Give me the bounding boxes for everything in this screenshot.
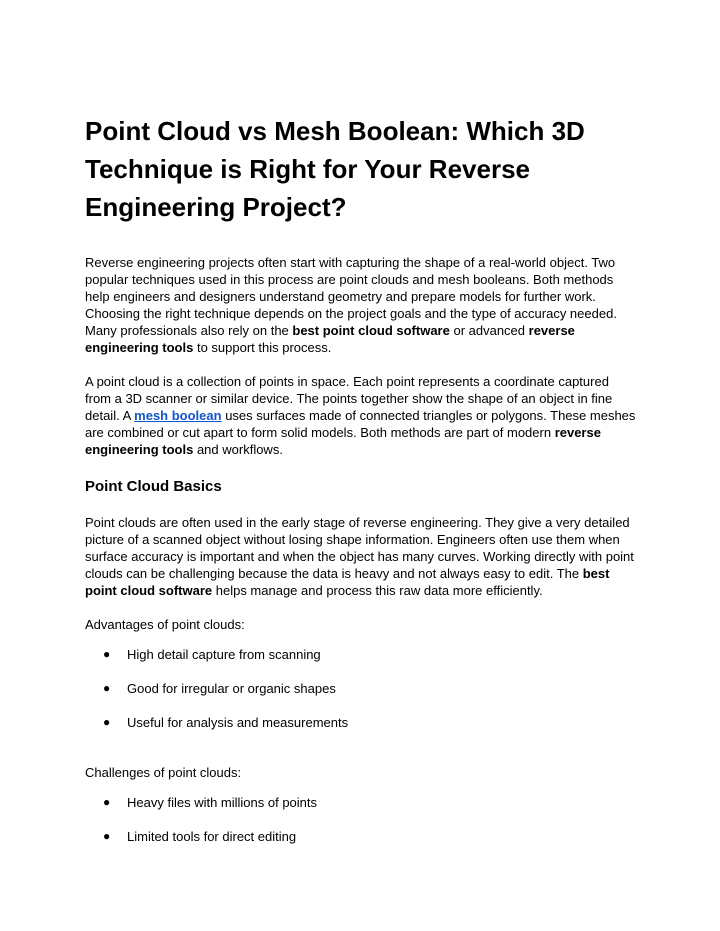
bullet-icon: ● <box>103 681 111 695</box>
advantages-list <box>85 646 637 731</box>
list-item-text: Limited tools for direct editing <box>127 829 297 844</box>
bullet-icon: ● <box>103 829 111 843</box>
intro-bold-2: reverse engineering tools <box>85 323 575 355</box>
intro-text-2: or advanced <box>449 323 529 338</box>
list-item-text: High detail capture from scanning <box>127 647 321 662</box>
definition-text-2: uses surfaces made of connected triangles or polygons. These meshes are combined or cut apart to form solid models. Both methods are part of modern <box>85 408 636 440</box>
point-cloud-paragraph <box>85 514 637 599</box>
intro-text-3: to support this process. <box>193 340 332 355</box>
intro-paragraph <box>85 254 637 356</box>
challenges-label: Challenges of point clouds: <box>85 765 242 780</box>
bullet-icon: ● <box>103 715 111 729</box>
point-cloud-bold-1: best point cloud software <box>85 566 610 598</box>
list-item-text: Useful for analysis and measurements <box>127 715 349 730</box>
point-cloud-text-1: Point clouds are often used in the early stage of reverse engineering. They give a very detailed picture of a scanned object without losing shape information. Engineers often use them when surface accuracy is important and when the object has many curves. Working directly with point clouds can be challenging because the data is heavy and not always easy to edit. The <box>85 515 634 581</box>
list-item <box>85 680 637 697</box>
list-item <box>85 714 637 731</box>
definition-paragraph <box>85 373 637 458</box>
document-page <box>85 112 637 845</box>
challenges-list <box>85 794 637 845</box>
list-item <box>85 828 637 845</box>
list-item-text: Heavy files with millions of points <box>127 795 318 810</box>
list-item <box>85 646 637 663</box>
list-item <box>85 794 637 811</box>
intro-text-1: Reverse engineering projects often start with capturing the shape of a real-world object. Two popular techniques used in this process are point clouds and mesh booleans. Both methods help engineers and designers understand geometry and prepare models for further work. Choosing the right technique depends on the project goals and the type of accuracy needed. Many professionals also rely on the <box>85 255 617 338</box>
list-item-text: Good for irregular or organic shapes <box>127 681 336 696</box>
advantages-label: Advantages of point clouds: <box>85 617 245 632</box>
bullet-icon: ● <box>103 647 111 661</box>
definition-bold-1: reverse engineering tools <box>85 425 601 457</box>
definition-text-3: and workflows. <box>193 442 283 457</box>
point-cloud-text-2: helps manage and process this raw data more efficiently. <box>212 583 543 598</box>
intro-bold-1: best point cloud software <box>292 323 450 338</box>
page-title: Point Cloud vs Mesh Boolean: Which 3D Technique is Right for Your Reverse Engineering Project? <box>85 116 585 222</box>
section-heading-point-cloud-basics: Point Cloud Basics <box>85 478 222 495</box>
definition-text-1: A point cloud is a collection of points in space. Each point represents a coordinate captured from a 3D scanner or similar device. The points together show the shape of an object in fine detail. A <box>85 374 613 423</box>
bullet-icon: ● <box>103 795 111 809</box>
mesh-boolean-link[interactable]: mesh boolean <box>134 408 222 423</box>
